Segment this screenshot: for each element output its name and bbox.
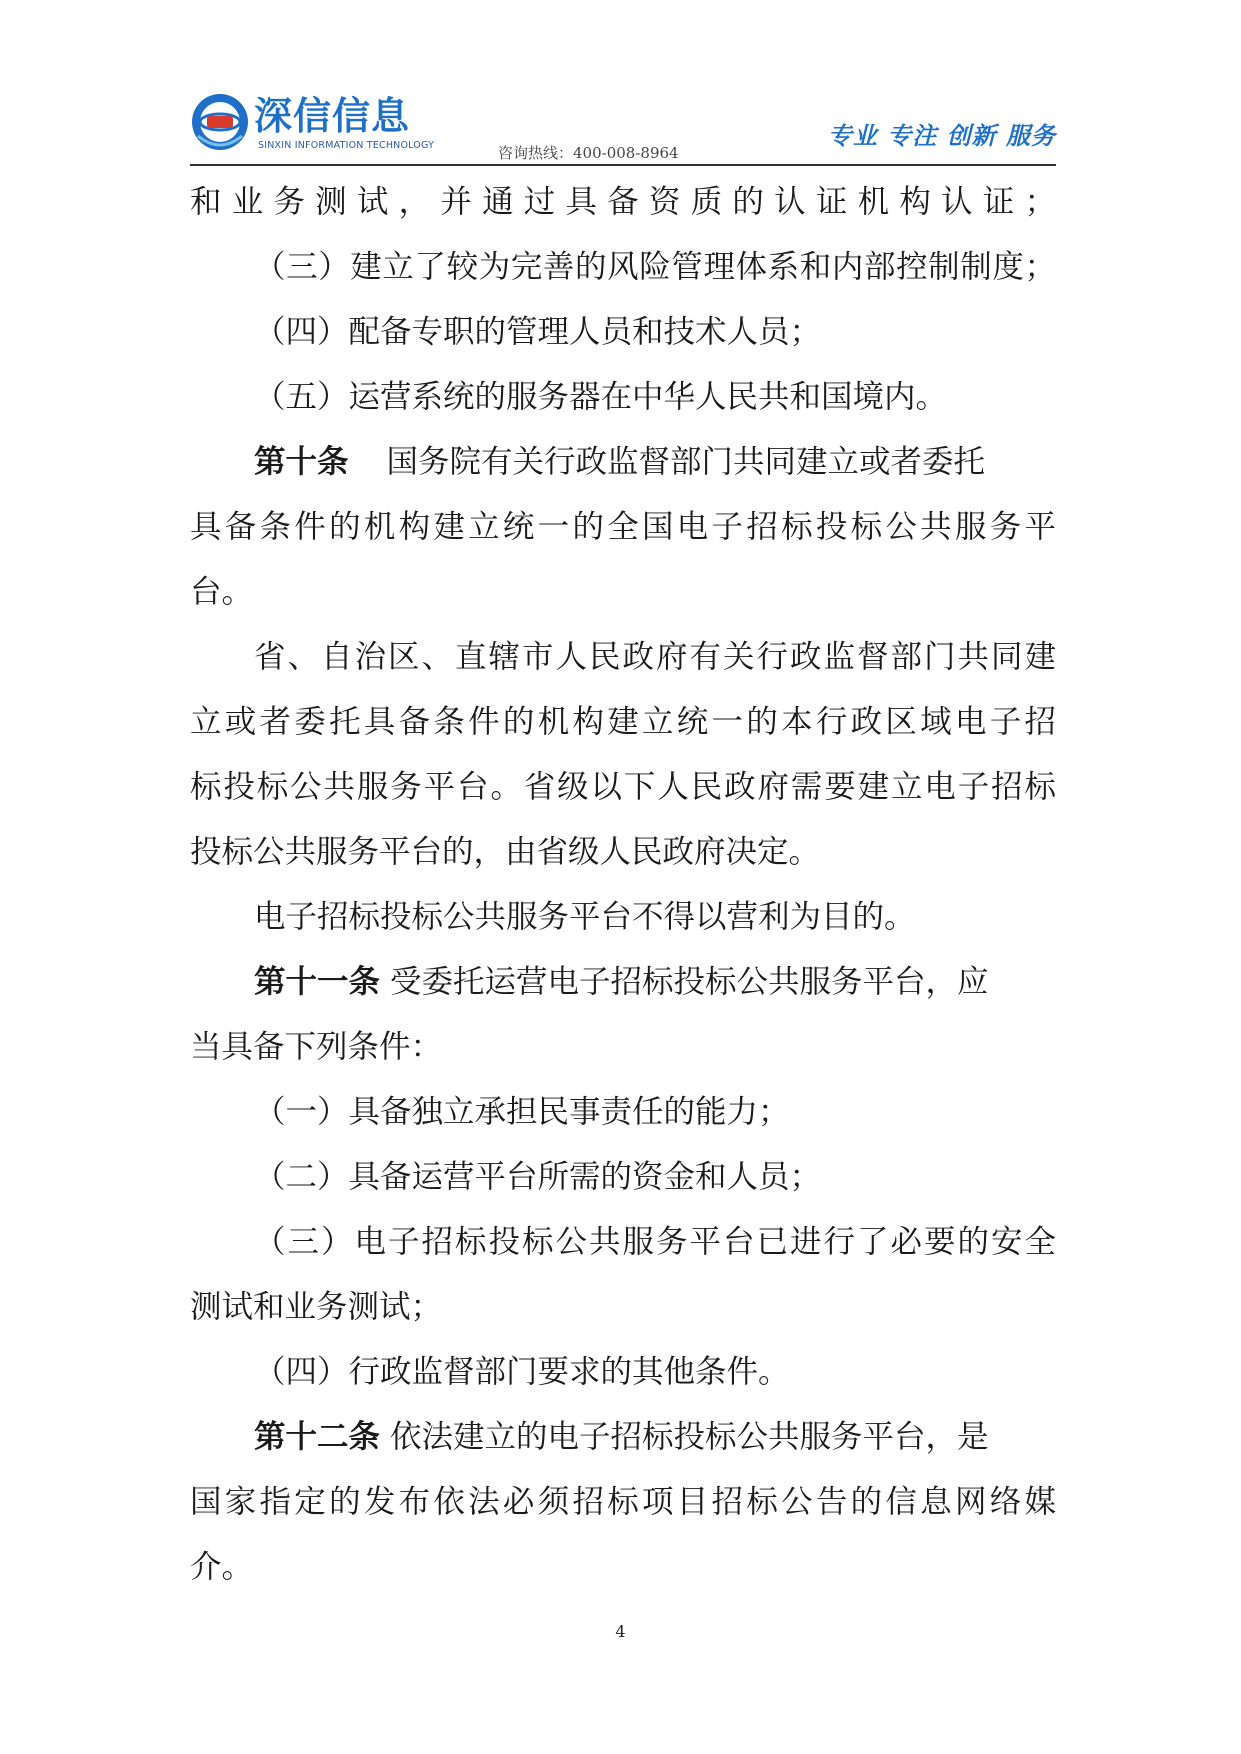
article-heading: 第十条 <box>254 444 349 480</box>
brand-name: 深信信息 <box>254 94 411 138</box>
text-line: 当具备下列条件： <box>190 1029 443 1065</box>
text-line: 国家指定的发布依法必须招标项目招标公告的信息网络媒 <box>190 1484 1056 1520</box>
list-item: （三）建立了较为完善的风险管理体系和内部控制制度； <box>254 249 1056 285</box>
page-number: 4 <box>615 1622 626 1641</box>
sinxin-globe-logo-icon <box>190 92 250 152</box>
text-span: 国务院有关行政监督部门共同建立或者委托 <box>386 444 986 480</box>
text-line: 立或者委托具备条件的机构建立统一的本行政区域电子招 <box>190 704 1056 740</box>
article-heading: 第十二条 <box>254 1419 381 1455</box>
header-divider <box>190 164 1056 166</box>
slogan: 专业 专注 创新 服务 <box>827 122 1056 150</box>
brand-subtitle: SINXIN INFORMATION TECHNOLOGY <box>258 140 435 151</box>
text-line: 测试和业务测试； <box>190 1289 443 1325</box>
hotline: 咨询热线：400-008-8964 <box>498 144 679 162</box>
text-span: 受委托运营电子招标投标公共服务平台，应 <box>390 964 989 1000</box>
text-line: 具备条件的机构建立统一的全国电子招标投标公共服务平 <box>190 509 1056 545</box>
list-item: （二）具备运营平台所需的资金和人员； <box>254 1159 822 1195</box>
page-header <box>190 88 1056 162</box>
article-12-first-line <box>190 1405 1056 1470</box>
text-line: 标投标公共服务平台。省级以下人民政府需要建立电子招标 <box>190 769 1056 805</box>
list-item: （三）电子招标投标公共服务平台已进行了必要的安全 <box>254 1224 1056 1260</box>
list-item: （五）运营系统的服务器在中华人民共和国境内。 <box>254 379 948 415</box>
text-line: 省、自治区、直辖市人民政府有关行政监督部门共同建 <box>254 639 1056 675</box>
text-span: 依法建立的电子招标投标公共服务平台，是 <box>390 1419 989 1455</box>
text-line: 电子招标投标公共服务平台不得以营利为目的。 <box>254 899 916 935</box>
article-heading: 第十一条 <box>254 964 381 1000</box>
article-11-first-line <box>190 950 1056 1015</box>
text-line: 台。 <box>190 574 254 610</box>
article-10-first-line <box>190 430 1056 495</box>
text-line: 和业务测试，并通过具备资质的认证机构认证； <box>190 184 1056 220</box>
document-body <box>190 170 1056 1600</box>
list-item: （四）行政监督部门要求的其他条件。 <box>254 1354 790 1390</box>
list-item: （四）配备专职的管理人员和技术人员； <box>254 314 822 350</box>
text-line: 投标公共服务平台的，由省级人民政府决定。 <box>190 834 821 870</box>
list-item: （一）具备独立承担民事责任的能力； <box>254 1094 790 1130</box>
text-line: 介。 <box>190 1549 254 1585</box>
